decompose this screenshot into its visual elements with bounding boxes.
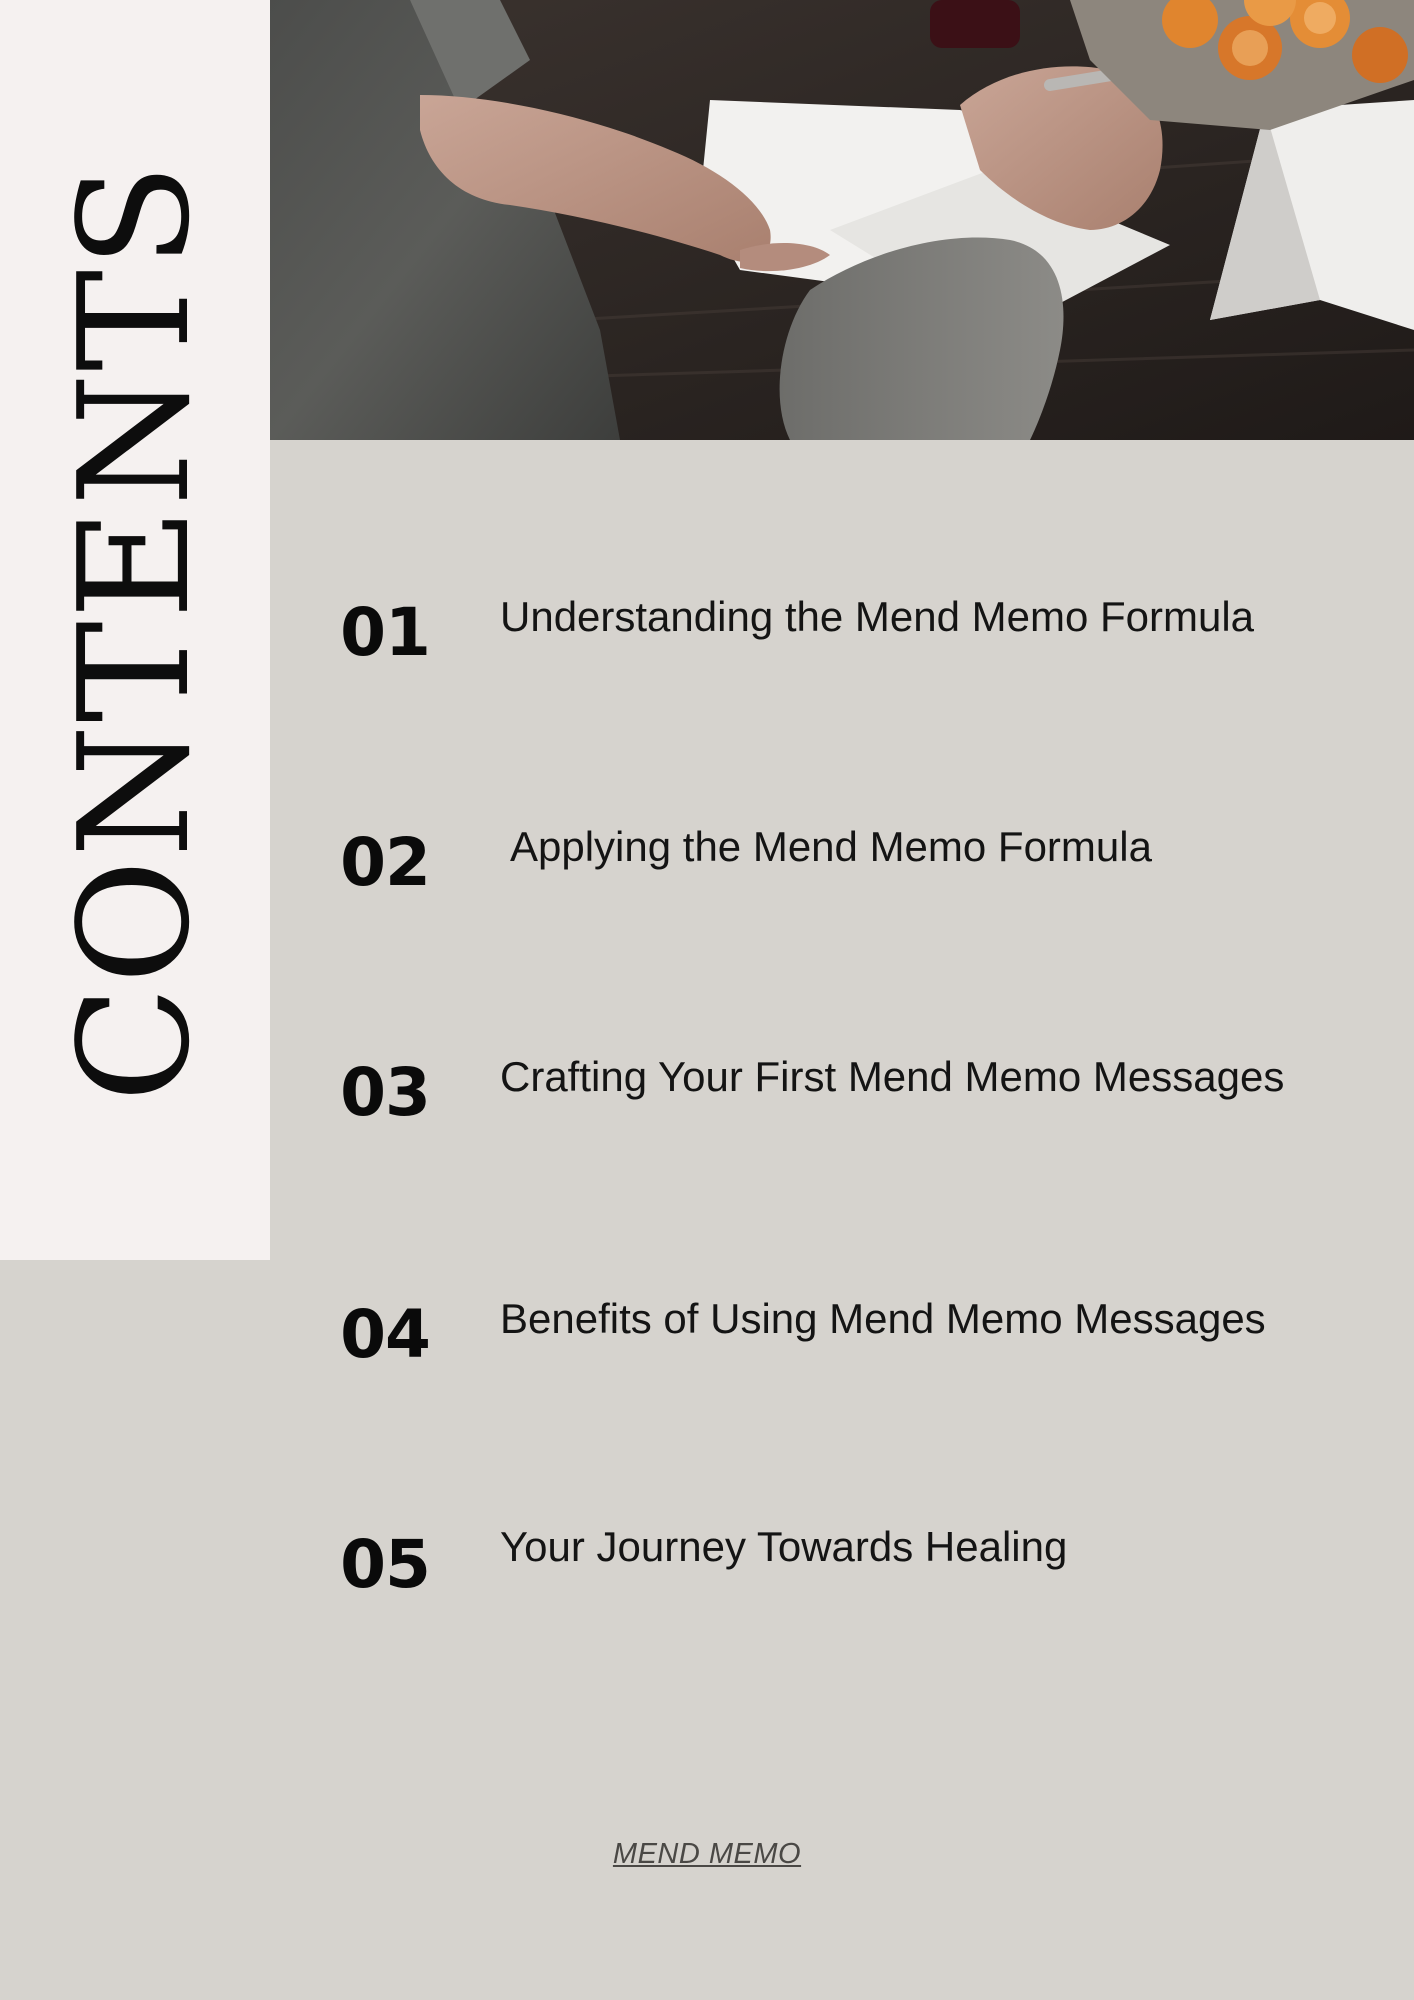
toc-label: Applying the Mend Memo Formula [510,823,1152,870]
hero-photo [270,0,1414,440]
footer-brand-link[interactable]: MEND MEMO [612,1838,802,1870]
toc-label: Your Journey Towards Healing [500,1523,1068,1570]
toc-number: 05 [340,1526,430,1603]
toc-label: Benefits of Using Mend Memo Messages [500,1295,1266,1342]
toc-number: 04 [340,1296,430,1373]
toc-label: Crafting Your First Mend Memo Messages [500,1053,1285,1100]
toc-number: 03 [340,1054,430,1131]
toc-label: Understanding the Mend Memo Formula [500,593,1255,640]
contents-title: CONTENTS [46,161,223,1103]
hands-writing-card-icon [270,0,1414,440]
toc-number: 02 [340,824,430,901]
toc-number: 01 [340,594,430,671]
sidebar-panel [0,0,270,1260]
